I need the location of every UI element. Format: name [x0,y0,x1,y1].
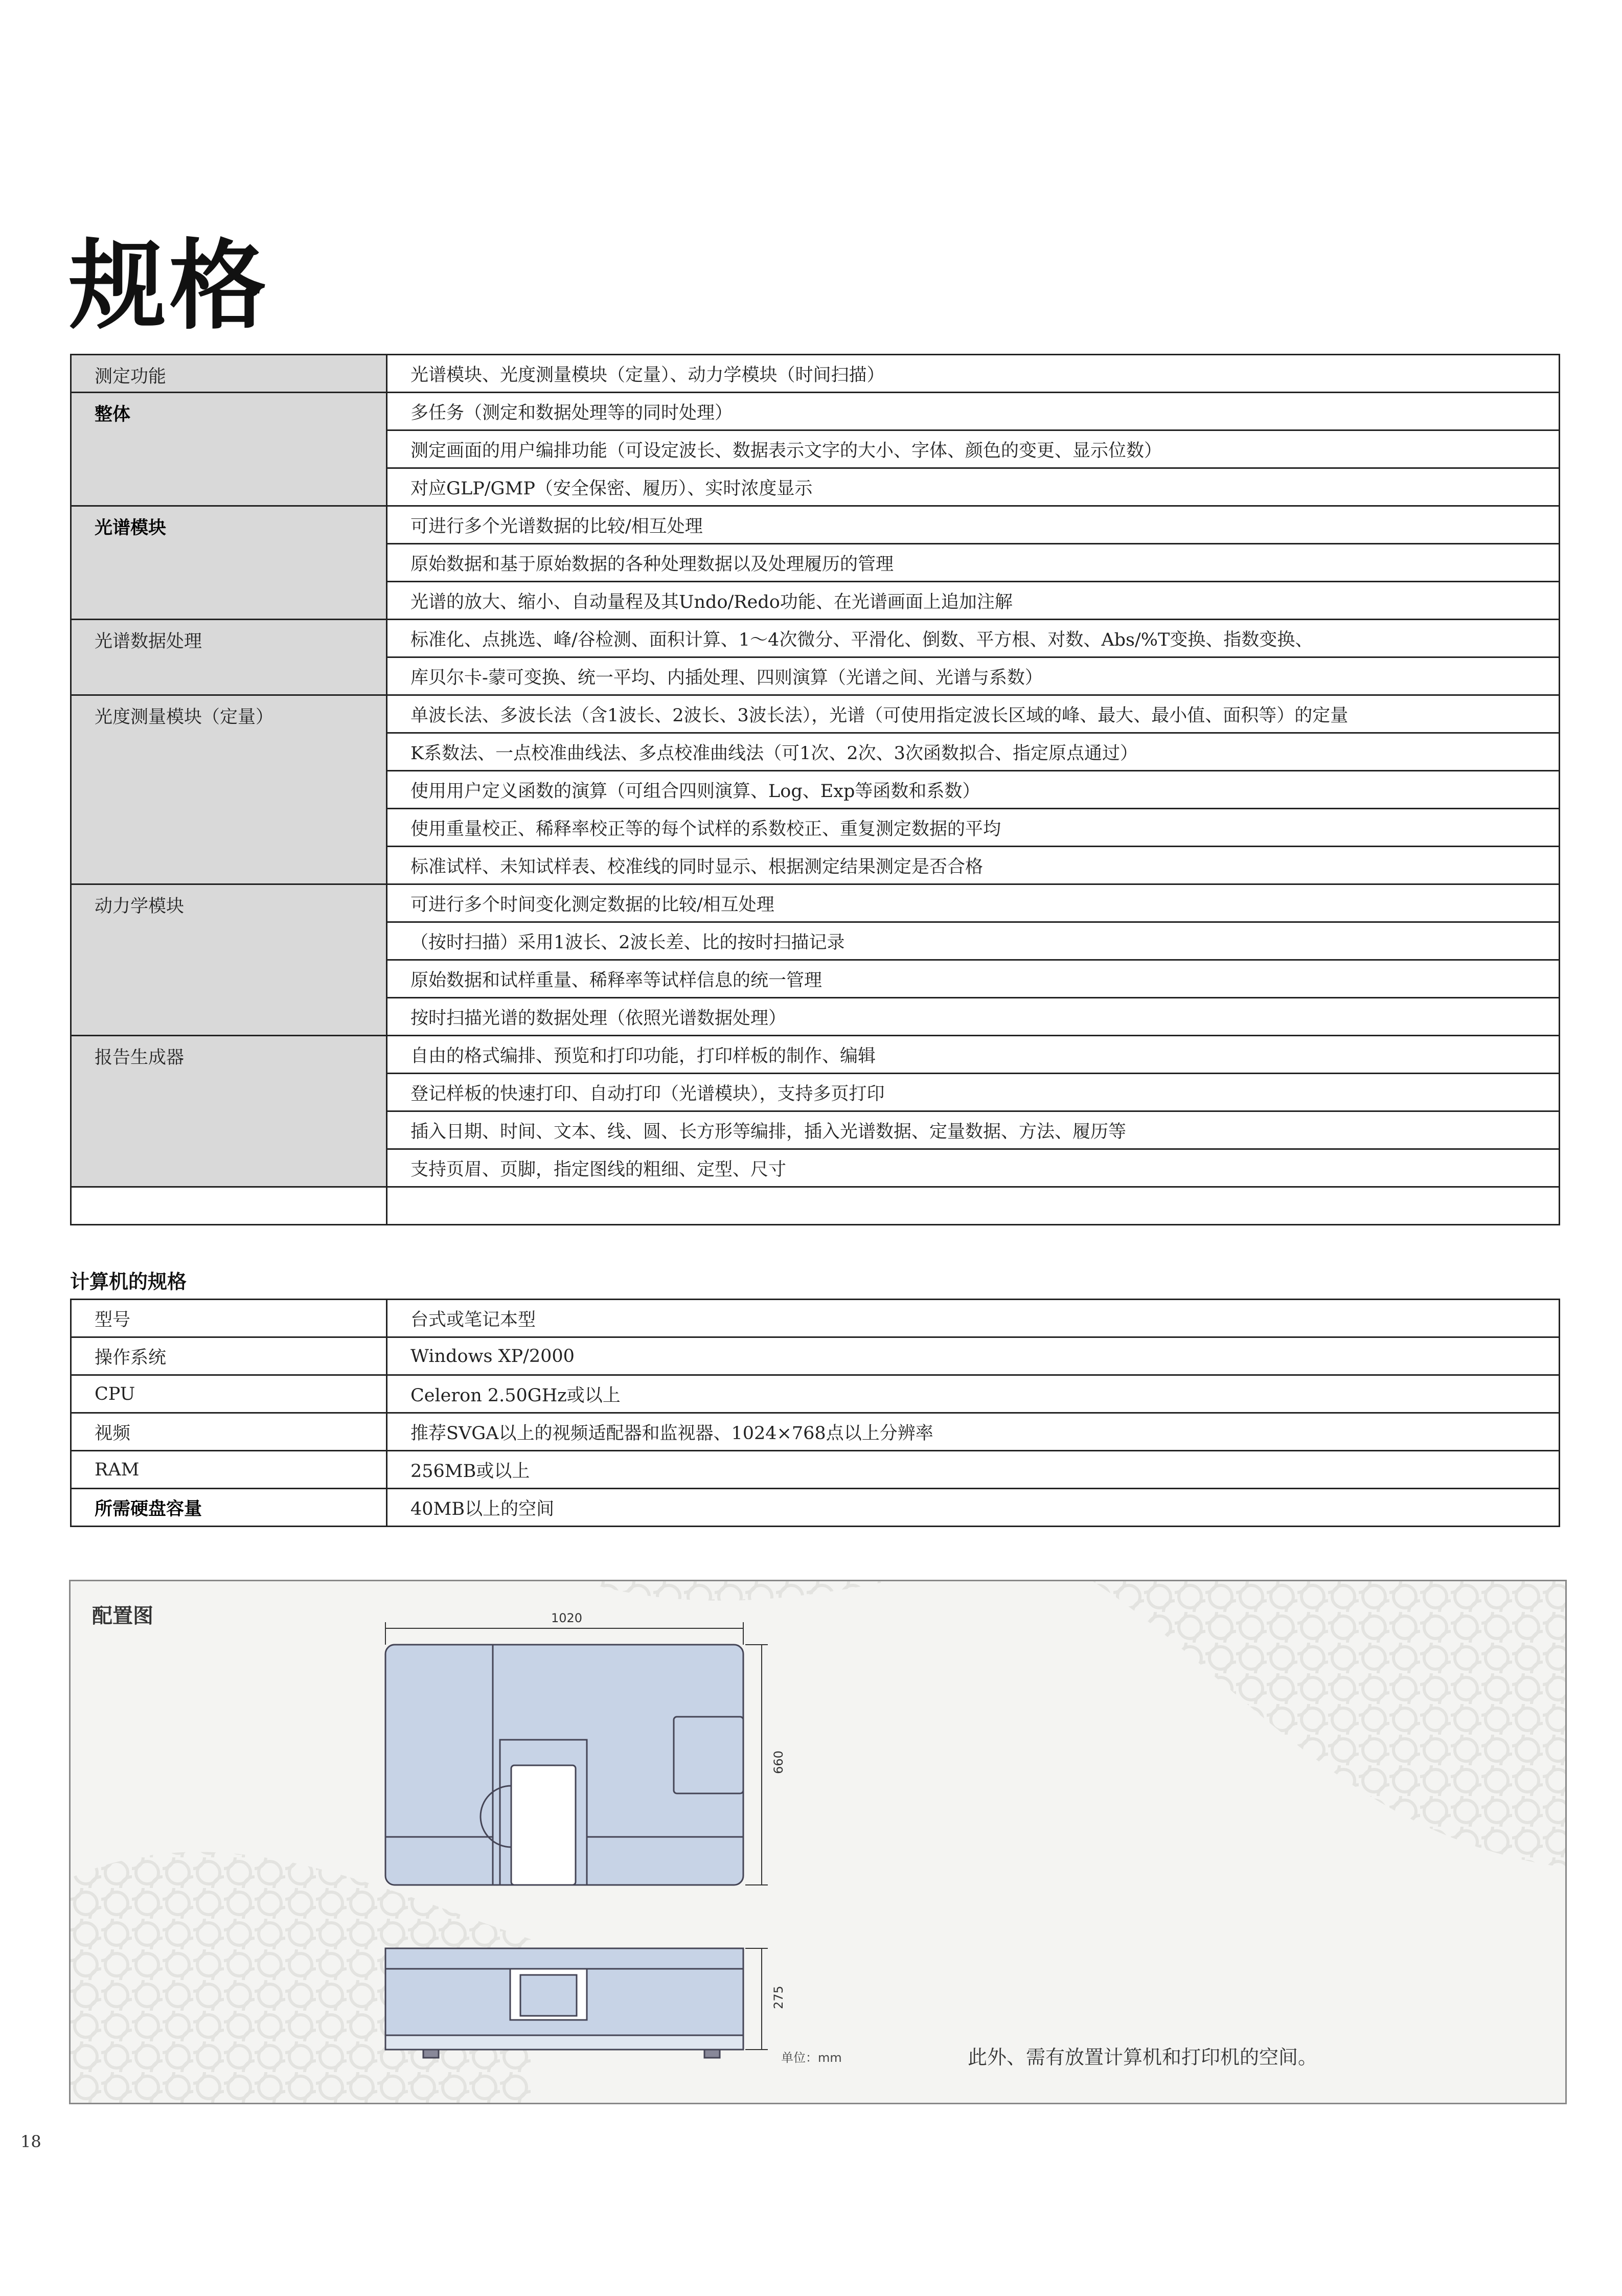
height-label: 275 [771,1986,786,2009]
spec-row [71,393,1560,430]
spec-detail: 使用重量校正、稀释率校正等的每个试样的系数校正、重复测定数据的平均 [387,809,1560,847]
spec-detail: 支持页眉、页脚，指定图线的粗细、定型、尺寸 [387,1149,1560,1187]
spec-detail: 插入日期、时间、文本、线、圆、长方形等编排，插入光谱数据、定量数据、方法、履历等 [387,1111,1560,1149]
spec-row [71,1036,1560,1074]
spec-category: 光谱数据处理 [71,620,387,695]
spec-row [71,695,1560,733]
empty-cell [387,1187,1560,1225]
spec-detail: 多任务（测定和数据处理等的同时处理） [387,393,1560,430]
width-dimension [385,1622,743,1645]
spec-detail: （按时扫描）采用1波长、2波长差、比的按时扫描记录 [387,922,1560,960]
computer-spec-label: 型号 [71,1300,387,1337]
software-spec-table [70,354,1560,1225]
spec-row [71,506,1560,544]
front-view [385,1948,743,2058]
spec-detail: 登记样板的快速打印、自动打印（光谱模块），支持多页打印 [387,1074,1560,1111]
spec-detail: 库贝尔卡-蒙可变换、统一平均、内插处理、四则演算（光谱之间、光谱与系数） [387,657,1560,695]
spec-category: 光度测量模块（定量） [71,695,387,884]
spec-detail: 可进行多个光谱数据的比较/相互处理 [387,506,1560,544]
computer-spec-value: 40MB以上的空间 [387,1489,1560,1527]
spec-detail: 使用用户定义函数的演算（可组合四则演算、Log、Exp等函数和系数） [387,771,1560,809]
instrument-drawing [71,1581,1565,2103]
computer-spec-table [70,1299,1560,1527]
width-label: 1020 [551,1611,583,1625]
computer-spec-label: CPU [71,1375,387,1413]
spec-detail: 原始数据和基于原始数据的各种处理数据以及处理履历的管理 [387,544,1560,582]
spec-row [71,884,1560,922]
computer-spec-value: Celeron 2.50GHz或以上 [387,1375,1560,1413]
unit-label: 单位：mm [781,2051,842,2065]
diagram-title: 配置图 [92,1604,153,1628]
spec-detail: 单波长法、多波长法（含1波长、2波长、3波长法），光谱（可使用指定波长区域的峰、最大、最小值、面积等）的定量 [387,695,1560,733]
computer-spec-row [71,1451,1560,1489]
spec-category: 报告生成器 [71,1036,387,1187]
spec-row-empty [71,1187,1560,1225]
computer-spec-row [71,1300,1560,1337]
spec-row [71,620,1560,657]
computer-spec-row [71,1489,1560,1527]
computer-spec-value: Windows XP/2000 [387,1337,1560,1375]
spec-detail: 光谱模块、光度测量模块（定量）、动力学模块（时间扫描） [387,355,1560,393]
layout-diagram [69,1580,1567,2104]
page-number: 18 [20,2132,41,2151]
spec-row [71,355,1560,393]
spec-category: 光谱模块 [71,506,387,620]
spec-category: 整体 [71,393,387,506]
spec-detail: 光谱的放大、缩小、自动量程及其Undo/Redo功能、在光谱画面上追加注解 [387,582,1560,620]
depth-dimension [745,1645,768,1885]
computer-spec-row [71,1375,1560,1413]
spec-detail: 标准化、点挑选、峰/谷检测、面积计算、1～4次微分、平滑化、倒数、平方根、对数、Abs/%T变换、指数变换、 [387,620,1560,657]
spec-category: 动力学模块 [71,884,387,1036]
computer-spec-label: 操作系统 [71,1337,387,1375]
computer-spec-label: RAM [71,1451,387,1489]
computer-spec-label: 所需硬盘容量 [71,1489,387,1527]
spec-detail: 对应GLP/GMP（安全保密、履历）、实时浓度显示 [387,468,1560,506]
computer-spec-title: 计算机的规格 [70,1270,187,1293]
spec-detail: 标准试样、未知试样表、校准线的同时显示、根据测定结果测定是否合格 [387,847,1560,884]
spec-detail: 测定画面的用户编排功能（可设定波长、数据表示文字的大小、字体、颜色的变更、显示位数） [387,430,1560,468]
spec-category: 测定功能 [71,355,387,393]
spec-detail: 自由的格式编排、预览和打印功能，打印样板的制作、编辑 [387,1036,1560,1074]
diagram-note: 此外、需有放置计算机和打印机的空间。 [968,2046,1318,2068]
page-title: 规格 [69,230,270,343]
spec-detail: 按时扫描光谱的数据处理（依照光谱数据处理） [387,998,1560,1036]
computer-spec-value: 台式或笔记本型 [387,1300,1560,1337]
computer-spec-value: 256MB或以上 [387,1451,1560,1489]
computer-spec-label: 视频 [71,1413,387,1451]
height-dimension [745,1948,768,2050]
top-view [385,1645,743,1885]
computer-spec-row [71,1413,1560,1451]
spec-detail: 可进行多个时间变化测定数据的比较/相互处理 [387,884,1560,922]
spec-detail: K系数法、一点校准曲线法、多点校准曲线法（可1次、2次、3次函数拟合、指定原点通过） [387,733,1560,771]
empty-cell [71,1187,387,1225]
depth-label: 660 [771,1751,786,1774]
computer-spec-row [71,1337,1560,1375]
computer-spec-value: 推荐SVGA以上的视频适配器和监视器、1024×768点以上分辨率 [387,1413,1560,1451]
spec-detail: 原始数据和试样重量、稀释率等试样信息的统一管理 [387,960,1560,998]
